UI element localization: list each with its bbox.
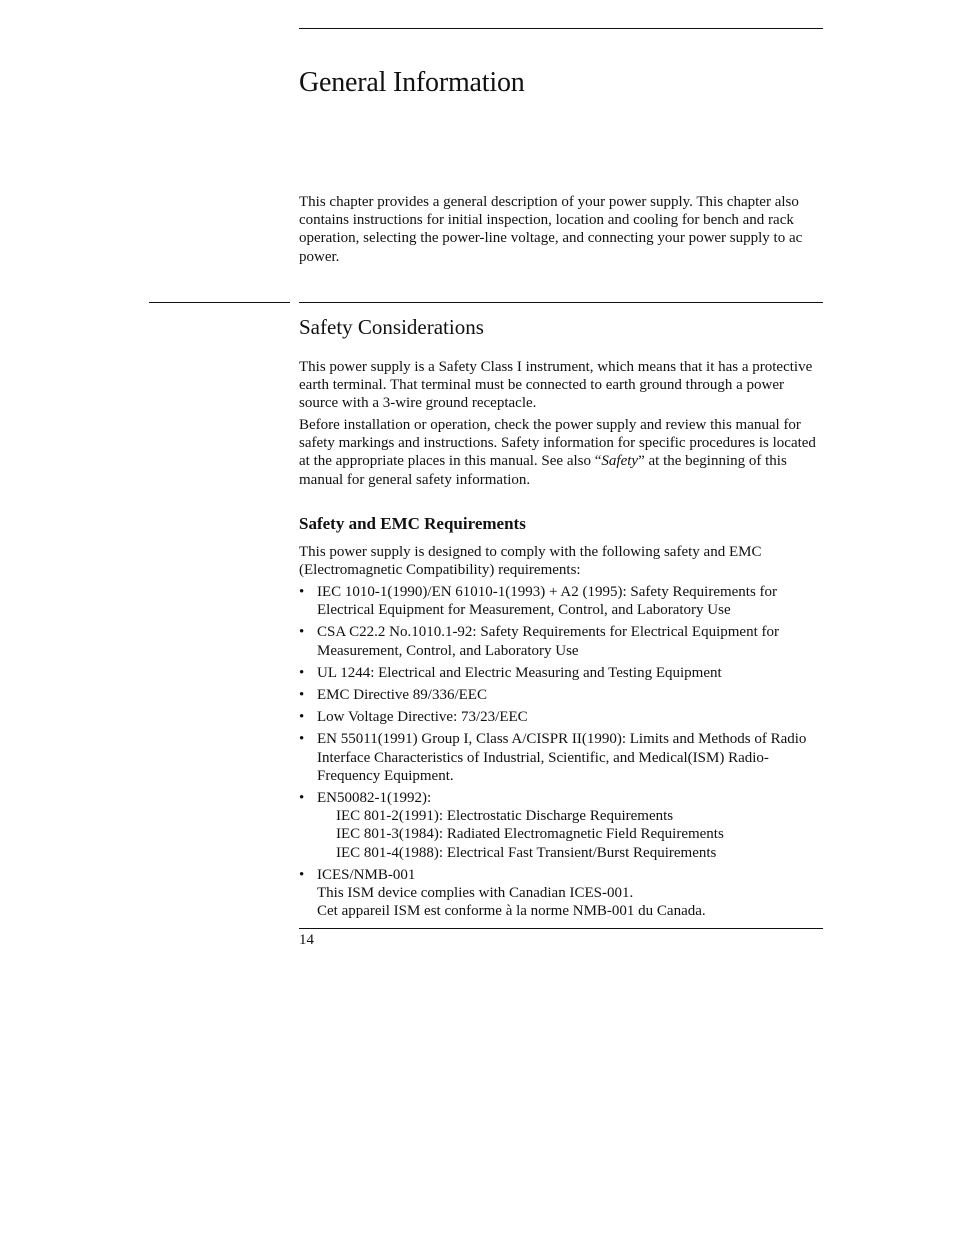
bullet-icon: •	[299, 731, 305, 748]
safety-reference-italic: Safety	[601, 453, 639, 470]
chapter-title: General Information	[299, 67, 525, 98]
section-title-safety: Safety Considerations	[299, 315, 484, 339]
list-item-text: EN 55011(1991) Group I, Class A/CISPR II(1990): Limits and Methods of Radio Interface Characteristics of Industrial, Scientific, and Medical(ISM) Radio-Frequency Equipment.	[317, 731, 807, 784]
list-item	[299, 623, 824, 659]
section-margin-rule	[149, 302, 290, 303]
ices-english-statement: This ISM device complies with Canadian ICES-001.	[317, 885, 634, 902]
safety-paragraph-1: This power supply is a Safety Class I instrument, which means that it has a protective earth terminal. That terminal must be connected to earth ground through a power source with a 3-wire ground receptacle.	[299, 359, 813, 412]
en50082-label: EN50082-1(1992):	[317, 790, 432, 807]
bullet-icon: •	[299, 664, 305, 681]
bullet-icon: •	[299, 866, 305, 883]
list-item-text: EMC Directive 89/336/EEC	[317, 687, 487, 704]
ices-french-statement: Cet appareil ISM est conforme à la norme NMB-001 du Canada.	[317, 903, 706, 920]
list-item	[299, 730, 824, 785]
list-item-ices	[299, 866, 824, 921]
requirements-list	[299, 583, 824, 924]
bullet-icon: •	[299, 624, 305, 641]
ices-label: ICES/NMB-001	[317, 866, 416, 883]
bullet-icon: •	[299, 709, 305, 726]
en50082-sub-item: IEC 801-2(1991): Electrostatic Discharge Requirements	[336, 808, 674, 825]
bullet-icon: •	[299, 790, 305, 807]
page-number: 14	[299, 932, 314, 948]
list-item	[299, 708, 824, 726]
list-item-text: IEC 1010-1(1990)/EN 61010-1(1993) + A2 (1995): Safety Requirements for Electrical Equipment for Measurement, Control, and Laboratory Use	[317, 584, 778, 619]
safety-paragraph-2	[299, 416, 824, 489]
en50082-sub-item: IEC 801-3(1984): Radiated Electromagnetic Field Requirements	[336, 826, 724, 843]
safety-paragraph-2-end: at the beginning of this manual for general safety information.	[299, 453, 787, 488]
footer-rule	[299, 928, 823, 929]
safety-paragraph-2-main: Before installation or operation, check the power supply and review this manual for safety markings and instructions. Safety information for specific procedures is located at the appropriate places in this manual. See also	[299, 417, 816, 470]
safety-quote-close: ”	[638, 453, 645, 470]
list-item	[299, 583, 824, 619]
emc-intro: This power supply is designed to comply with the following safety and EMC (Electromagnetic Compatibility) requirements:	[299, 544, 762, 579]
section-rule	[299, 302, 823, 303]
subsection-title-emc: Safety and EMC Requirements	[299, 514, 526, 533]
list-item-text: UL 1244: Electrical and Electric Measuring and Testing Equipment	[317, 664, 722, 681]
safety-quote-open: “	[594, 453, 602, 470]
bullet-icon: •	[299, 687, 305, 704]
list-item-en50082	[299, 789, 824, 862]
list-item-text: Low Voltage Directive: 73/23/EEC	[317, 709, 528, 726]
en50082-sub-item: IEC 801-4(1988): Electrical Fast Transient/Burst Requirements	[336, 844, 717, 861]
top-rule	[299, 28, 823, 29]
list-item-text: CSA C22.2 No.1010.1-92: Safety Requirements for Electrical Equipment for Measurement, Control, and Laboratory Use	[317, 624, 779, 659]
list-item	[299, 686, 824, 704]
list-item	[299, 664, 824, 682]
bullet-icon: •	[299, 584, 305, 600]
chapter-intro: This chapter provides a general description of your power supply. This chapter also contains instructions for initial inspection, location and cooling for bench and rack operation, selecting the power-line voltage, and connecting your power supply to ac power.	[299, 194, 803, 265]
